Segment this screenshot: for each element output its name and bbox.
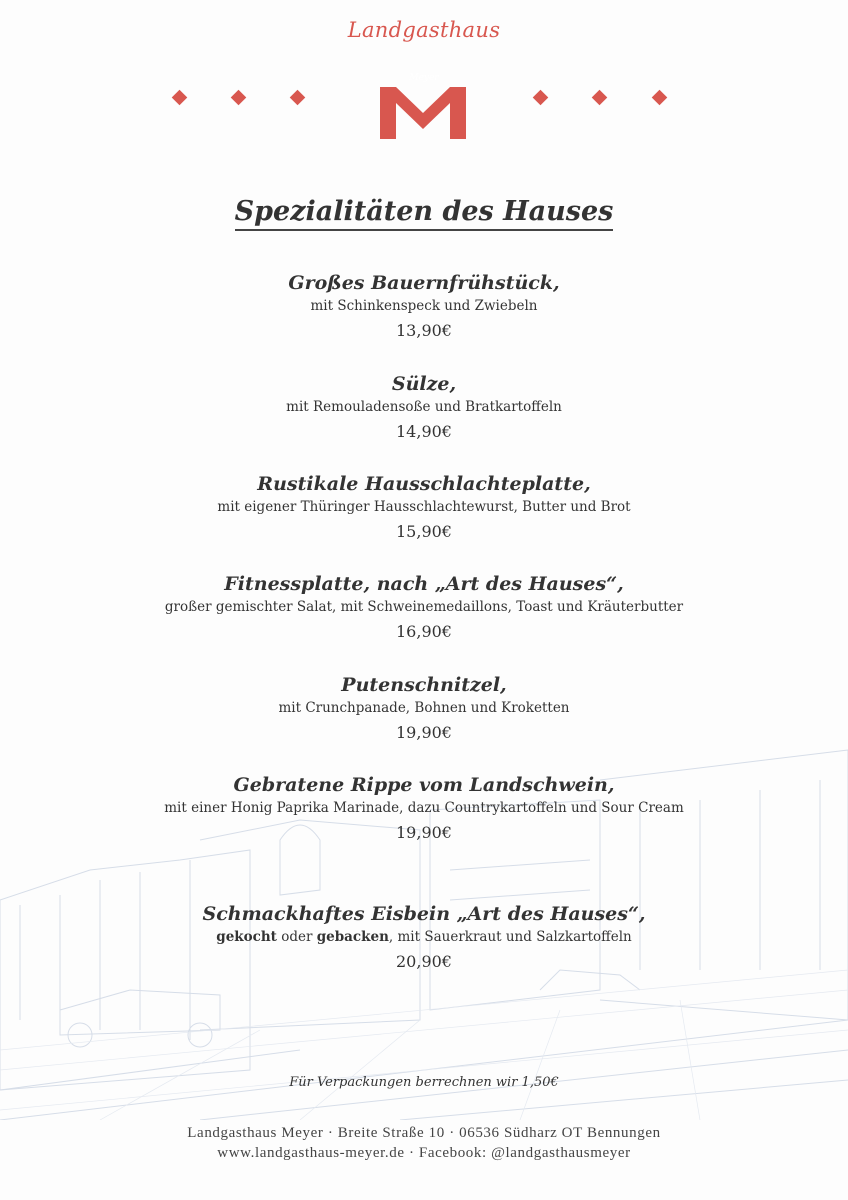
menu-item bbox=[0, 673, 848, 747]
item-description: mit Schinkenspeck und Zwiebeln bbox=[310, 298, 538, 314]
item-price: 13,90€ bbox=[396, 321, 452, 340]
item-name: Putenschnitzel, bbox=[341, 674, 507, 696]
desc-bold-gebacken: gebacken bbox=[316, 929, 389, 945]
item-description: mit Remouladensoße und Bratkartoffeln bbox=[286, 399, 562, 415]
menu-item bbox=[0, 472, 848, 546]
diamond-ornament bbox=[533, 90, 549, 106]
desc-part: oder bbox=[276, 929, 317, 945]
logo-name: Landgasthaus bbox=[347, 18, 501, 42]
item-price: 16,90€ bbox=[396, 622, 452, 641]
desc-bold-gekocht: gekocht bbox=[216, 929, 277, 945]
menu-item bbox=[0, 372, 848, 446]
item-description: mit einer Honig Paprika Marinade, dazu Countrykartoffeln und Sour Cream bbox=[164, 800, 684, 816]
logo-sub: Meyer bbox=[409, 73, 439, 83]
item-price: 20,90€ bbox=[396, 952, 452, 971]
item-description: großer gemischter Salat, mit Schweinemedaillons, Toast und Kräuterbutter bbox=[164, 599, 684, 615]
item-description: mit Crunchpanade, Bohnen und Kroketten bbox=[278, 700, 570, 716]
diamond-ornament bbox=[172, 90, 188, 106]
item-name: Rustikale Hausschlachteplatte, bbox=[257, 473, 591, 495]
item-price: 19,90€ bbox=[396, 823, 452, 842]
item-name: Großes Bauernfrühstück, bbox=[288, 272, 560, 294]
menu-item bbox=[0, 572, 848, 646]
packaging-note: Für Verpackungen berrechnen wir 1,50€ bbox=[289, 1075, 559, 1090]
item-description: mit eigener Thüringer Hausschlachtewurst, Butter und Brot bbox=[217, 499, 631, 515]
logo-m-mark bbox=[378, 75, 468, 141]
diamond-ornament bbox=[652, 90, 668, 106]
item-price: 19,90€ bbox=[396, 723, 452, 742]
diamond-ornament bbox=[231, 90, 247, 106]
menu-item bbox=[0, 773, 848, 847]
item-name: Gebratene Rippe vom Landschwein, bbox=[233, 774, 615, 796]
item-description bbox=[0, 926, 848, 948]
menu-item bbox=[0, 902, 848, 976]
item-name: Sülze, bbox=[391, 373, 457, 395]
diamond-ornament bbox=[290, 90, 306, 106]
footer-web: www.landgasthaus-meyer.de · Facebook: @landgasthausmeyer bbox=[217, 1145, 631, 1161]
menu-item bbox=[0, 271, 848, 345]
footer-address: Landgasthaus Meyer · Breite Straße 10 · 06536 Südharz OT Bennungen bbox=[187, 1125, 661, 1141]
desc-part: , mit Sauerkraut und Salzkartoffeln bbox=[388, 929, 632, 945]
page-title: Spezialitäten des Hauses bbox=[0, 196, 848, 227]
item-name: Fitnessplatte, nach „Art des Hauses“, bbox=[224, 573, 624, 595]
diamond-ornament bbox=[592, 90, 608, 106]
item-price: 14,90€ bbox=[396, 422, 452, 441]
item-name: Schmackhaftes Eisbein „Art des Hauses“, bbox=[202, 903, 646, 925]
logo bbox=[0, 28, 848, 158]
item-price: 15,90€ bbox=[396, 522, 452, 541]
